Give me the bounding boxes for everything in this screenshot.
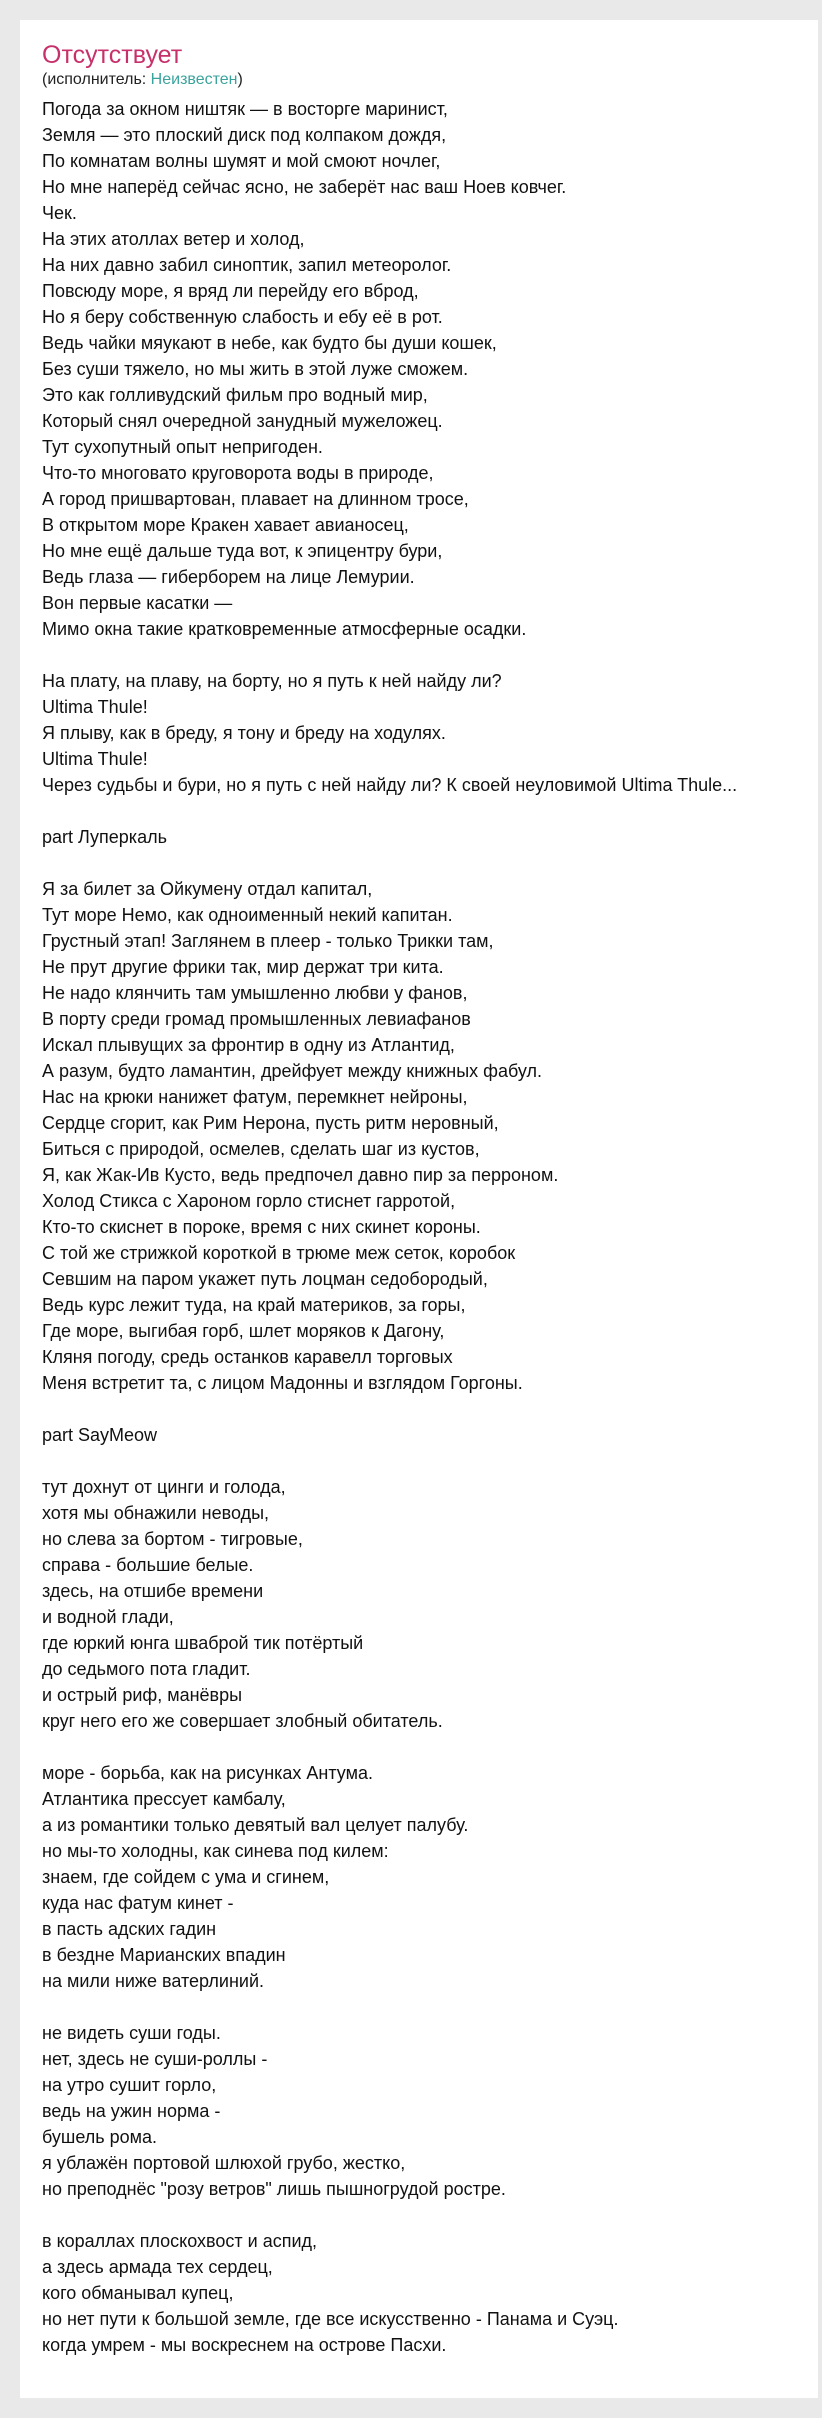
lyric-line: а из романтики только девятый вал целует палубу. (42, 1815, 469, 1835)
lyric-line: до седьмого пота гладит. (42, 1659, 251, 1679)
lyric-line: Без суши тяжело, но мы жить в этой луже сможем. (42, 359, 469, 379)
performer-prefix: (исполнитель: (42, 71, 151, 88)
lyric-line (42, 798, 818, 824)
lyric-line: Но я беру собственную слабость и ебу её в рот. (42, 307, 443, 327)
lyric-line: в пасть адских гадин (42, 1919, 217, 1939)
lyric-line: но слева за бортом - тигровые, (42, 1529, 303, 1549)
lyric-line: На них давно забил синоптик, запил метеоролог. (42, 255, 452, 275)
lyric-line (42, 1994, 818, 2020)
lyric-line: круг него его же совершает злобный обитатель. (42, 1711, 443, 1731)
lyric-line: Вон первые касатки — (42, 593, 233, 613)
lyric-line: Я, как Жак-Ив Кусто, ведь предпочел давно пир за перроном. (42, 1165, 559, 1185)
lyric-line (42, 850, 818, 876)
lyric-line: Что-то многовато круговорота воды в природе, (42, 463, 434, 483)
lyric-line: Сердце сгорит, как Рим Нерона, пусть ритм неровный, (42, 1113, 499, 1133)
lyric-line: ведь на ужин норма - (42, 2101, 221, 2121)
lyric-line: Кляня погоду, средь останков каравелл торговых (42, 1347, 453, 1367)
lyric-line: Через судьбы и бури, но я путь с ней найду ли? К своей неуловимой Ultima Thule... (42, 775, 738, 795)
lyric-line: на утро сушит горло, (42, 2075, 217, 2095)
lyric-line: бушель рома. (42, 2127, 158, 2147)
lyric-line: справа - большие белые. (42, 1555, 254, 1575)
lyric-line: Ведь чайки мяукают в небе, как будто бы души кошек, (42, 333, 497, 353)
lyric-line: Искал плывущих за фронтир в одну из Атлантид, (42, 1035, 455, 1055)
lyrics-page (20, 20, 818, 2398)
lyric-line: и острый риф, манёвры (42, 1685, 243, 1705)
lyrics-text (42, 96, 818, 2358)
lyric-line: Севшим на паром укажет путь лоцман седобородый, (42, 1269, 488, 1289)
lyric-line: море - борьба, как на рисунках Антума. (42, 1763, 373, 1783)
lyric-line (42, 1396, 818, 1422)
lyric-line: Повсюду море, я вряд ли перейду его вброд, (42, 281, 419, 301)
lyric-line: в кораллах плоскохвост и аспид, (42, 2231, 318, 2251)
lyric-line: Тут море Немо, как одноименный некий капитан. (42, 905, 453, 925)
lyric-line: А город пришвартован, плавает на длинном тросе, (42, 489, 469, 509)
lyric-line: Тут сухопутный опыт непригоден. (42, 437, 323, 457)
lyric-line: Чек. (42, 203, 77, 223)
song-title: Отсутствует (42, 41, 183, 69)
performer-link[interactable]: Неизвестен (150, 71, 238, 88)
lyric-line: Ultima Thule! (42, 697, 148, 717)
lyric-line: Грустный этап! Заглянем в плеер - только Трикки там, (42, 931, 494, 951)
lyric-line: когда умрем - мы воскреснем на острове Пасхи. (42, 2335, 447, 2355)
lyric-line: но преподнёс "розу ветров" лишь пышногрудой ростре. (42, 2179, 506, 2199)
lyric-line: тут дохнут от цинги и голода, (42, 1477, 286, 1497)
lyric-line: Ultima Thule! (42, 749, 148, 769)
lyric-line (42, 1448, 818, 1474)
lyric-line: Где море, выгибая горб, шлет моряков к Дагону, (42, 1321, 445, 1341)
lyric-line: хотя мы обнажили неводы, (42, 1503, 270, 1523)
performer-suffix: ) (237, 71, 243, 88)
lyric-line (42, 1734, 818, 1760)
lyric-line: но нет пути к большой земле, где все искусственно - Панама и Суэц. (42, 2309, 619, 2329)
lyric-line: Но мне ещё дальше туда вот, к эпицентру бури, (42, 541, 443, 561)
lyric-line: Меня встретит та, с лицом Мадонны и взглядом Горгоны. (42, 1373, 523, 1393)
lyric-line: Ведь курс лежит туда, на край материков, за горы, (42, 1295, 466, 1315)
lyric-line: На этих атоллах ветер и холод, (42, 229, 305, 249)
lyric-line: в бездне Марианских впадин (42, 1945, 286, 1965)
lyric-line: а здесь армада тех сердец, (42, 2257, 273, 2277)
lyric-line (42, 2202, 818, 2228)
lyric-line: Это как голливудский фильм про водный мир, (42, 385, 428, 405)
lyric-line: где юркий юнга шваброй тик потёртый (42, 1633, 364, 1653)
lyric-line: А разум, будто ламантин, дрейфует между книжных фабул. (42, 1061, 543, 1081)
lyric-line: на мили ниже ватерлиний. (42, 1971, 265, 1991)
lyric-line: Не прут другие фрики так, мир держат три кита. (42, 957, 444, 977)
lyric-line: Я за билет за Ойкумену отдал капитал, (42, 879, 373, 899)
lyric-line: знаем, где сойдем с ума и сгинем, (42, 1867, 330, 1887)
lyric-line: не видеть суши годы. (42, 2023, 221, 2043)
lyric-line: Нас на крюки нанижет фатум, перемкнет нейроны, (42, 1087, 468, 1107)
lyric-line: Биться с природой, осмелев, сделать шаг из кустов, (42, 1139, 480, 1159)
lyric-line: Не надо клянчить там умышленно любви у фанов, (42, 983, 468, 1003)
lyric-line: На плату, на плаву, на борту, но я путь к ней найду ли? (42, 671, 502, 691)
lyric-line: Погода за окном ништяк — в восторге маринист, (42, 99, 448, 119)
lyric-line: В порту среди громад промышленных левиафанов (42, 1009, 471, 1029)
lyric-line: я ублажён портовой шлюхой грубо, жестко, (42, 2153, 406, 2173)
lyric-line: и водной глади, (42, 1607, 174, 1627)
lyric-line: Который снял очередной занудный мужеложец. (42, 411, 443, 431)
lyric-line: кого обманывал купец, (42, 2283, 234, 2303)
lyric-line: нет, здесь не суши-роллы - (42, 2049, 268, 2069)
lyric-line: Но мне наперёд сейчас ясно, не заберёт нас ваш Ноев ковчег. (42, 177, 567, 197)
lyric-line: но мы-то холодны, как синева под килем: (42, 1841, 389, 1861)
lyric-line: Атлантика прессует камбалу, (42, 1789, 286, 1809)
lyric-line: Холод Стикса с Хароном горло стиснет гарротой, (42, 1191, 456, 1211)
lyric-line: здесь, на отшибе времени (42, 1581, 264, 1601)
lyric-line (42, 642, 818, 668)
lyric-line: part Луперкаль (42, 827, 167, 847)
lyric-line: Кто-то скиснет в пороке, время с них скинет короны. (42, 1217, 481, 1237)
lyric-line: Ведь глаза — гиберборем на лице Лемурии. (42, 567, 415, 587)
performer-line (42, 70, 818, 90)
lyric-line: Земля — это плоский диск под колпаком дождя, (42, 125, 447, 145)
lyric-line: part SayMeow (42, 1425, 158, 1445)
lyric-line: Я плыву, как в бреду, я тону и бреду на ходулях. (42, 723, 446, 743)
lyric-line: В открытом море Кракен хавает авианосец, (42, 515, 409, 535)
lyric-line: По комнатам волны шумят и мой смоют ночлег, (42, 151, 441, 171)
lyric-line: Мимо окна такие кратковременные атмосферные осадки. (42, 619, 527, 639)
lyric-line: куда нас фатум кинет - (42, 1893, 234, 1913)
lyric-line: С той же стрижкой короткой в трюме меж сеток, коробок (42, 1243, 516, 1263)
